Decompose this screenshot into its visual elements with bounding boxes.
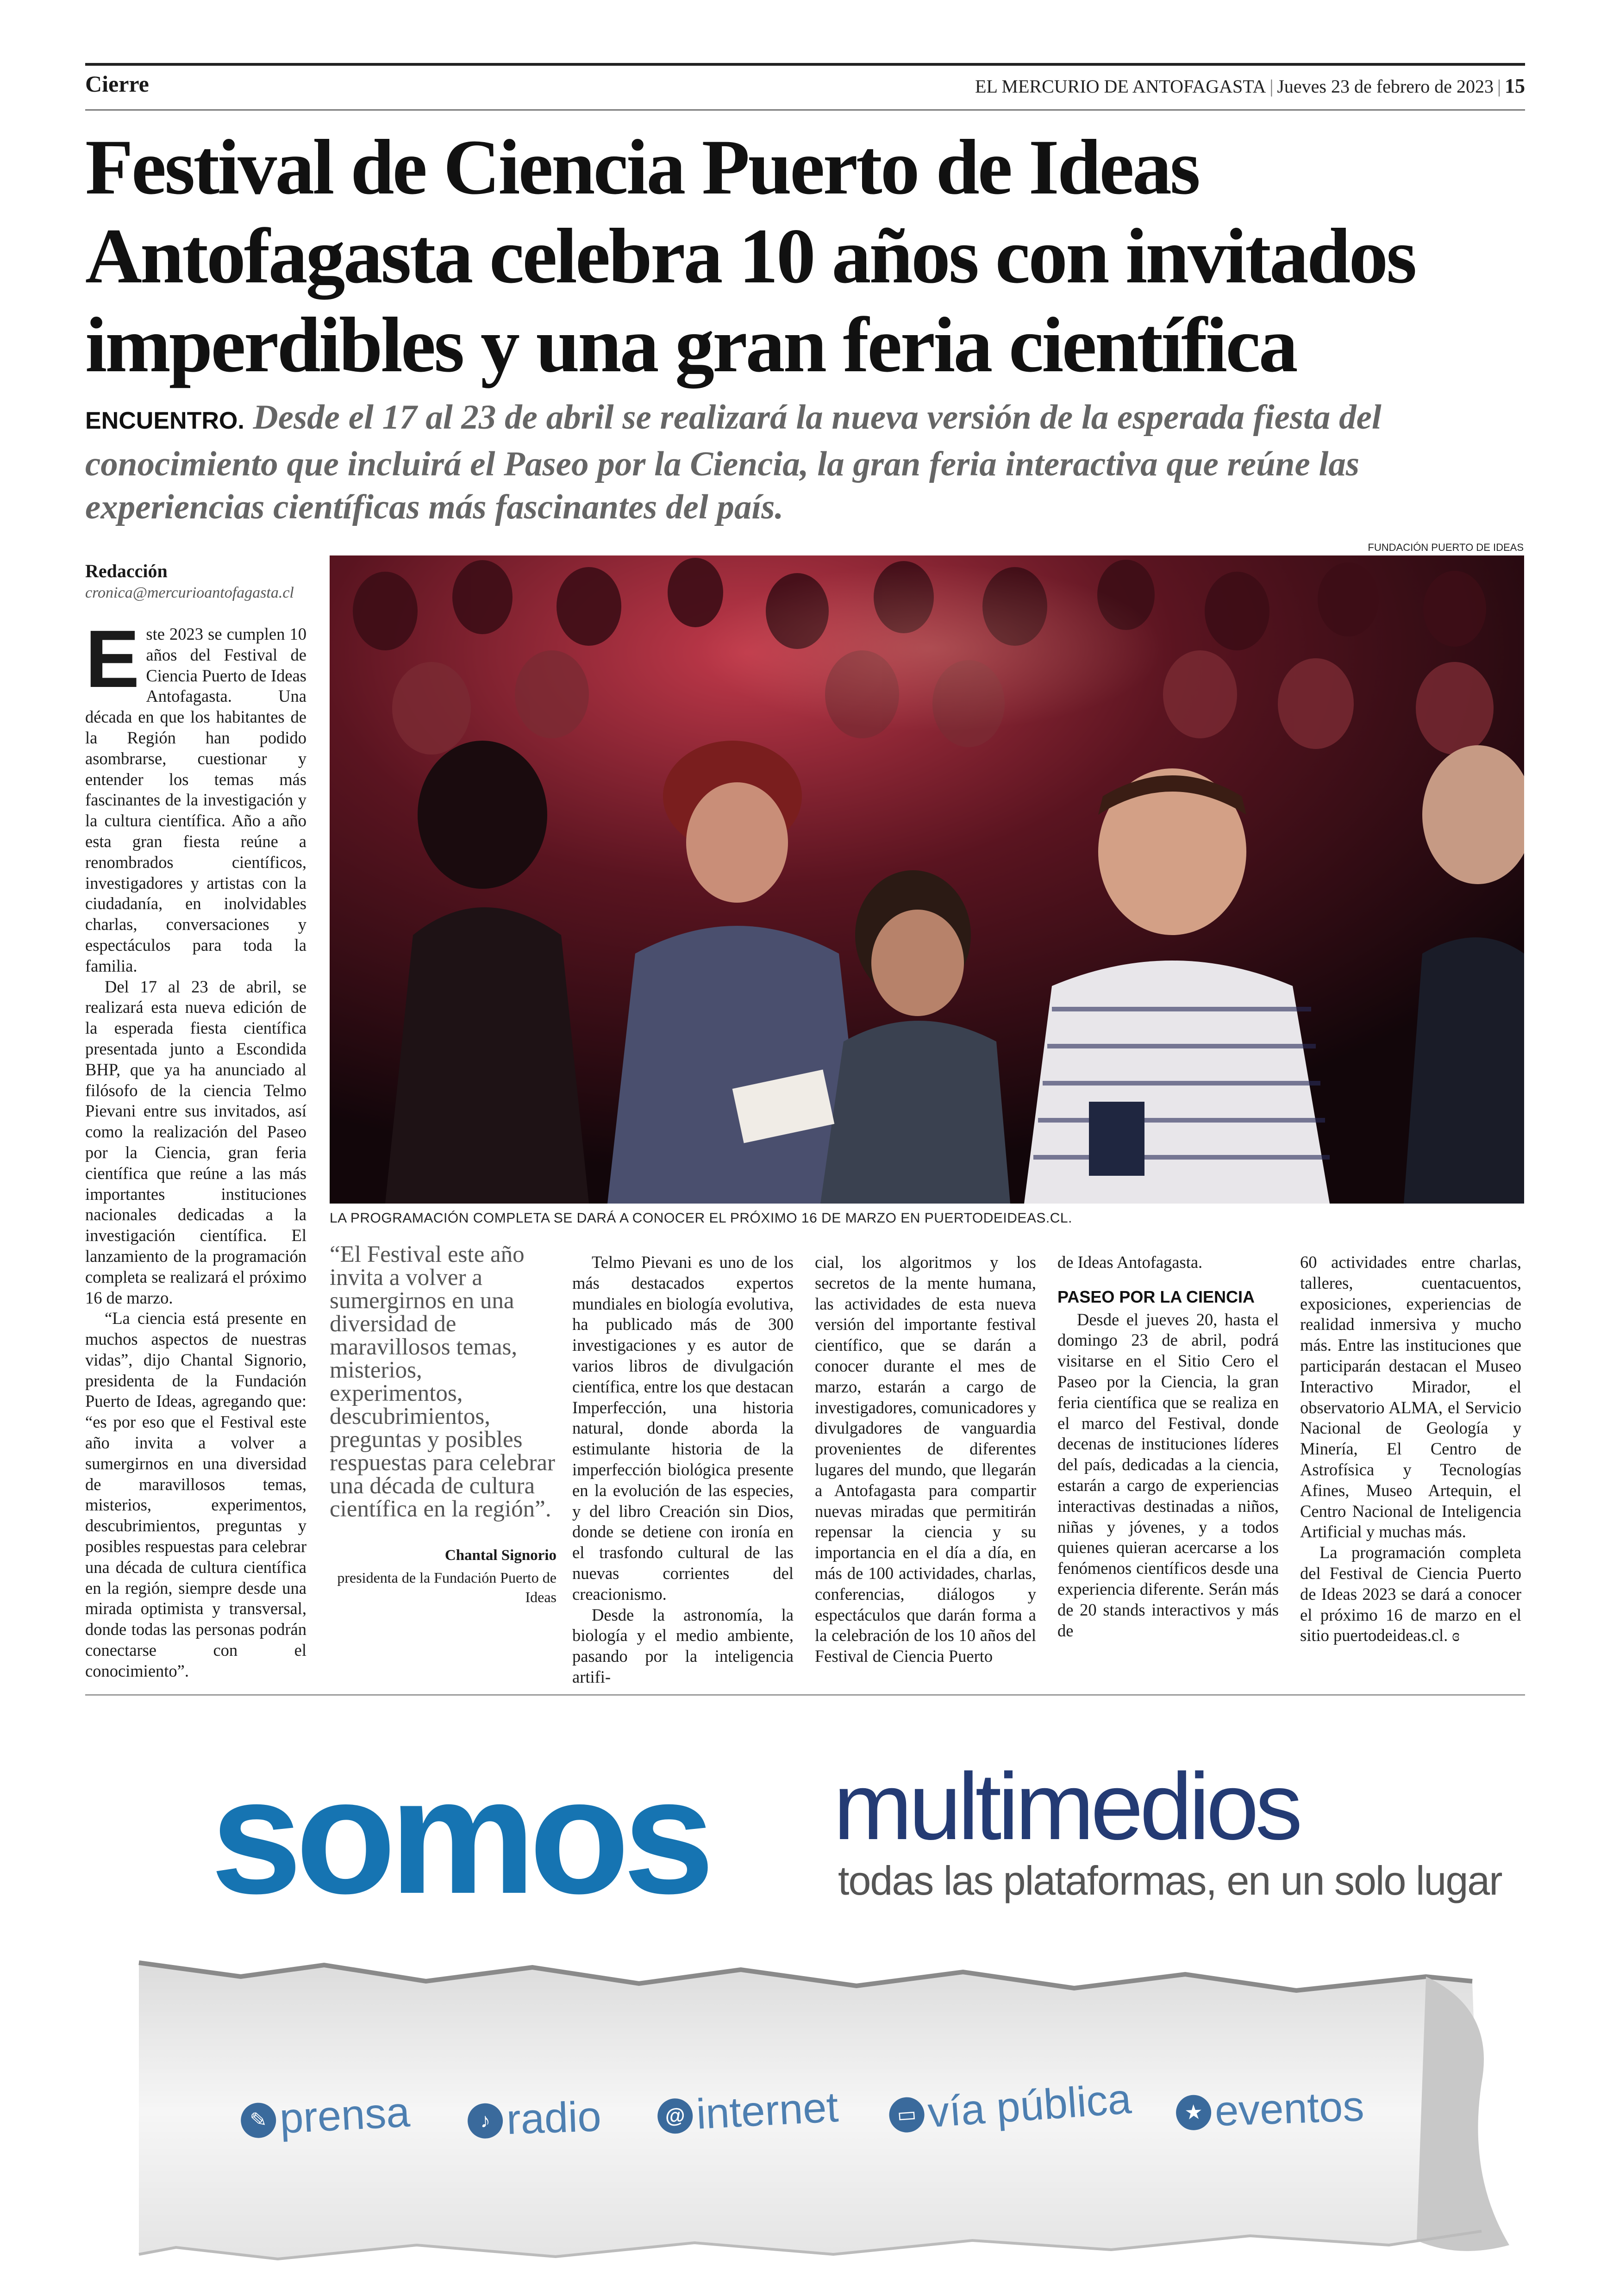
page-number: 15 (1505, 75, 1525, 97)
paragraph: Desde la astronomía, la biología y el medio ambiente, pasando por la inteligencia artifi- (572, 1605, 794, 1686)
events-icon: ★ (1176, 2094, 1212, 2131)
billboard-icon: ▭ (888, 2096, 925, 2134)
byline-email: cronica@mercurioantofagasta.cl (85, 584, 294, 601)
newspaper-icon: ✎ (240, 2102, 277, 2139)
paragraph: 60 actividades entre charlas, talleres, cuentacuentos, exposiciones, experiencias de realidad inmersiva y mucho más. Entre las instituciones que participarán destacan el Museo Interactivo Mirador, el observatorio ALMA, el Servicio Nacional de Geología y Minería, El Centro de Astrofísica y Tecnologías Afines, Museo Artequin, el Centro Nacional de Inteligencia Artificial y muchas más. (1300, 1253, 1521, 1541)
pull-quote: “El Festival este año invita a volver a sumergirnos en una diversidad de maravillosos temas, misterios, experimentos, descubrimientos, preguntas y posibles respuestas para celebrar una década de cultura científica en la región”. (330, 1242, 556, 1522)
channel-eventos (1175, 2082, 1365, 2137)
header-rule (85, 109, 1525, 111)
paragraph: “La ciencia está presente en muchos aspectos de nuestras vidas”, dijo Chantal Signorio, presidenta de la Fundación Puerto de Ideas, agregando que: “es por eso que el Festival este año invita a volver a sumergirnos en una diversidad de maravillosos temas, misterios, experimentos, descubrimientos, preguntas y posibles respuestas para celebrar una década de cultura científica en la región, siempre desde una mirada optimista y transversal, donde todas las personas podrán conectarse con el conocimiento”. (85, 1309, 306, 1680)
radio-icon: ♪ (467, 2103, 504, 2139)
audience-photo (330, 555, 1524, 1204)
torn-paper-banner (0, 1944, 1607, 2296)
audience-illustration (330, 555, 1524, 1204)
issue-date: Jueves 23 de febrero de 2023 (1277, 76, 1494, 97)
article-column-6 (1300, 1252, 1521, 1646)
paragraph: La programación completa del Festival de Ciencia Puerto de Ideas 2023 se dará a conocer el próximo 16 de marzo en el sitio puertodeideas.cl. ɞ (1300, 1543, 1521, 1645)
paragraph: Del 17 al 23 de abril, se realizará esta nueva edición de la esperada fiesta científica presentada junto a Escondida BHP, que ya ha anunciado al filósofo de la ciencia Telmo Pievani entre sus invitados, así como la realización del Paseo por la Ciencia, gran feria científica que reúne a las más importantes instituciones nacionales dedicadas a la investigación científica. El lanzamiento de la programación completa se realizará el próximo 16 de marzo. (85, 977, 306, 1307)
byline: Redacción (85, 561, 168, 581)
top-rule (85, 63, 1525, 66)
ad-word-multimedios: multimedios (833, 1753, 1299, 1859)
channel-label: internet (695, 2083, 840, 2138)
headline: Festival de Ciencia Puerto de Ideas Antofagasta celebra 10 años con invitados imperdibles y una gran feria científica (85, 124, 1415, 388)
drop-cap: E (85, 614, 140, 705)
photo-caption: LA PROGRAMACIÓN COMPLETA SE DARÁ A CONOCER EL PRÓXIMO 16 DE MARZO EN PUERTODEIDEAS.CL. (330, 1210, 1072, 1226)
paragraph: Este 2023 se cumplen 10 años del Festival de Ciencia Puerto de Ideas Antofagasta. Una década en que los habitantes de la Región han podido asombrarse, cuestionar y entender los temas más fascinantes de la investigación y la cultura científica. Año a año esta gran fiesta reúne a renombrados científicos, investigadores y artistas con la ciudadanía, en inolvidables charlas, conversaciones y espectáculos para toda la familia. (85, 614, 306, 975)
ad-tagline: todas las plataformas, en un solo lugar (838, 1858, 1502, 1903)
paragraph: Telmo Pievani es uno de los más destacados expertos mundiales en biología evolutiva, ha publicado más de 300 investigaciones y es autor de varios libros de divulgación científica, entre los que destacan Imperfección, una historia natural, donde aborda la estimulante historia de la imperfección biológica presente en la evolución de las especies, y del libro Creación sin Dios, donde se detiene con ironía en el trasfondo cultural de las nuevas corrientes del creacionismo. (572, 1253, 794, 1603)
lede (85, 396, 1520, 529)
ad-word-somos: somos (211, 1745, 708, 1928)
paragraph: de Ideas Antofagasta. (1057, 1253, 1203, 1272)
channel-internet (657, 2083, 840, 2141)
quote-author: Chantal Signorio (444, 1547, 557, 1564)
masthead: EL MERCURIO DE ANTOFAGASTA | Jueves 23 de febrero de 2023 | 15 (975, 75, 1525, 97)
channel-label: radio (506, 2092, 602, 2144)
photo-credit: FUNDACIÓN PUERTO DE IDEAS (1368, 542, 1524, 553)
article-column-5 (1057, 1252, 1279, 1641)
article-column-4 (815, 1252, 1036, 1667)
section-label: Cierre (85, 71, 149, 97)
channel-label: prensa (278, 2088, 411, 2143)
article-bottom-rule (85, 1694, 1525, 1696)
at-icon: @ (657, 2097, 694, 2134)
article-column-1 (85, 614, 306, 1682)
channel-radio (467, 2092, 602, 2146)
paragraph: cial, los algoritmos y los secretos de la mente humana, las actividades de esta nueva versión del importante festival científico, que se darán a conocer durante el mes de marzo, estarán a cargo de investigadores, comunicadores y divulgadores de vanguardia provenientes de diferentes lugares del mundo, que llegarán a Antofagasta para compartir nuevas miradas que permitirán repensar la ciencia y su importancia en el día a día, en más de 100 actividades, charlas, conferencias, diálogos y espectáculos que darán forma a la celebración de los 10 años del Festival de Ciencia Puerto (815, 1253, 1036, 1666)
quote-author-role: presidenta de la Fundación Puerto de Ideas (337, 1569, 557, 1605)
lede-text: Desde el 17 al 23 de abril se realizará la nueva versión de la esperada fiesta del conocimiento que incluirá el Paseo por la Ciencia, la gran feria interactiva que reúne las experiencias científicas más fascinantes del país. (85, 398, 1382, 526)
channel-prensa (240, 2088, 411, 2146)
subheading: PASEO POR LA CIENCIA (1057, 1287, 1255, 1306)
end-mark-icon: ɞ (1452, 1626, 1460, 1645)
article-column-3 (572, 1252, 794, 1688)
newspaper-name: EL MERCURIO DE ANTOFAGASTA (975, 76, 1266, 97)
channel-label: vía pública (926, 2075, 1133, 2137)
lede-kicker: ENCUENTRO. (85, 407, 244, 434)
paragraph: Desde el jueves 20, hasta el domingo 23 de abril, podrá visitarse en el Sitio Cero el Paseo por la Ciencia, la gran feria científica que se realiza en el marco del Festival, donde decenas de instituciones líderes del país, dedicadas a la ciencia, estarán a cargo de experiencias interactivas destinadas a niños, niñas y jóvenes, y a todos quienes quieran acercarse a los fenómenos científicos desde una experiencia diferente. Serán más de 20 stands interactivos y más de (1057, 1310, 1279, 1640)
channel-label: eventos (1214, 2082, 1365, 2135)
